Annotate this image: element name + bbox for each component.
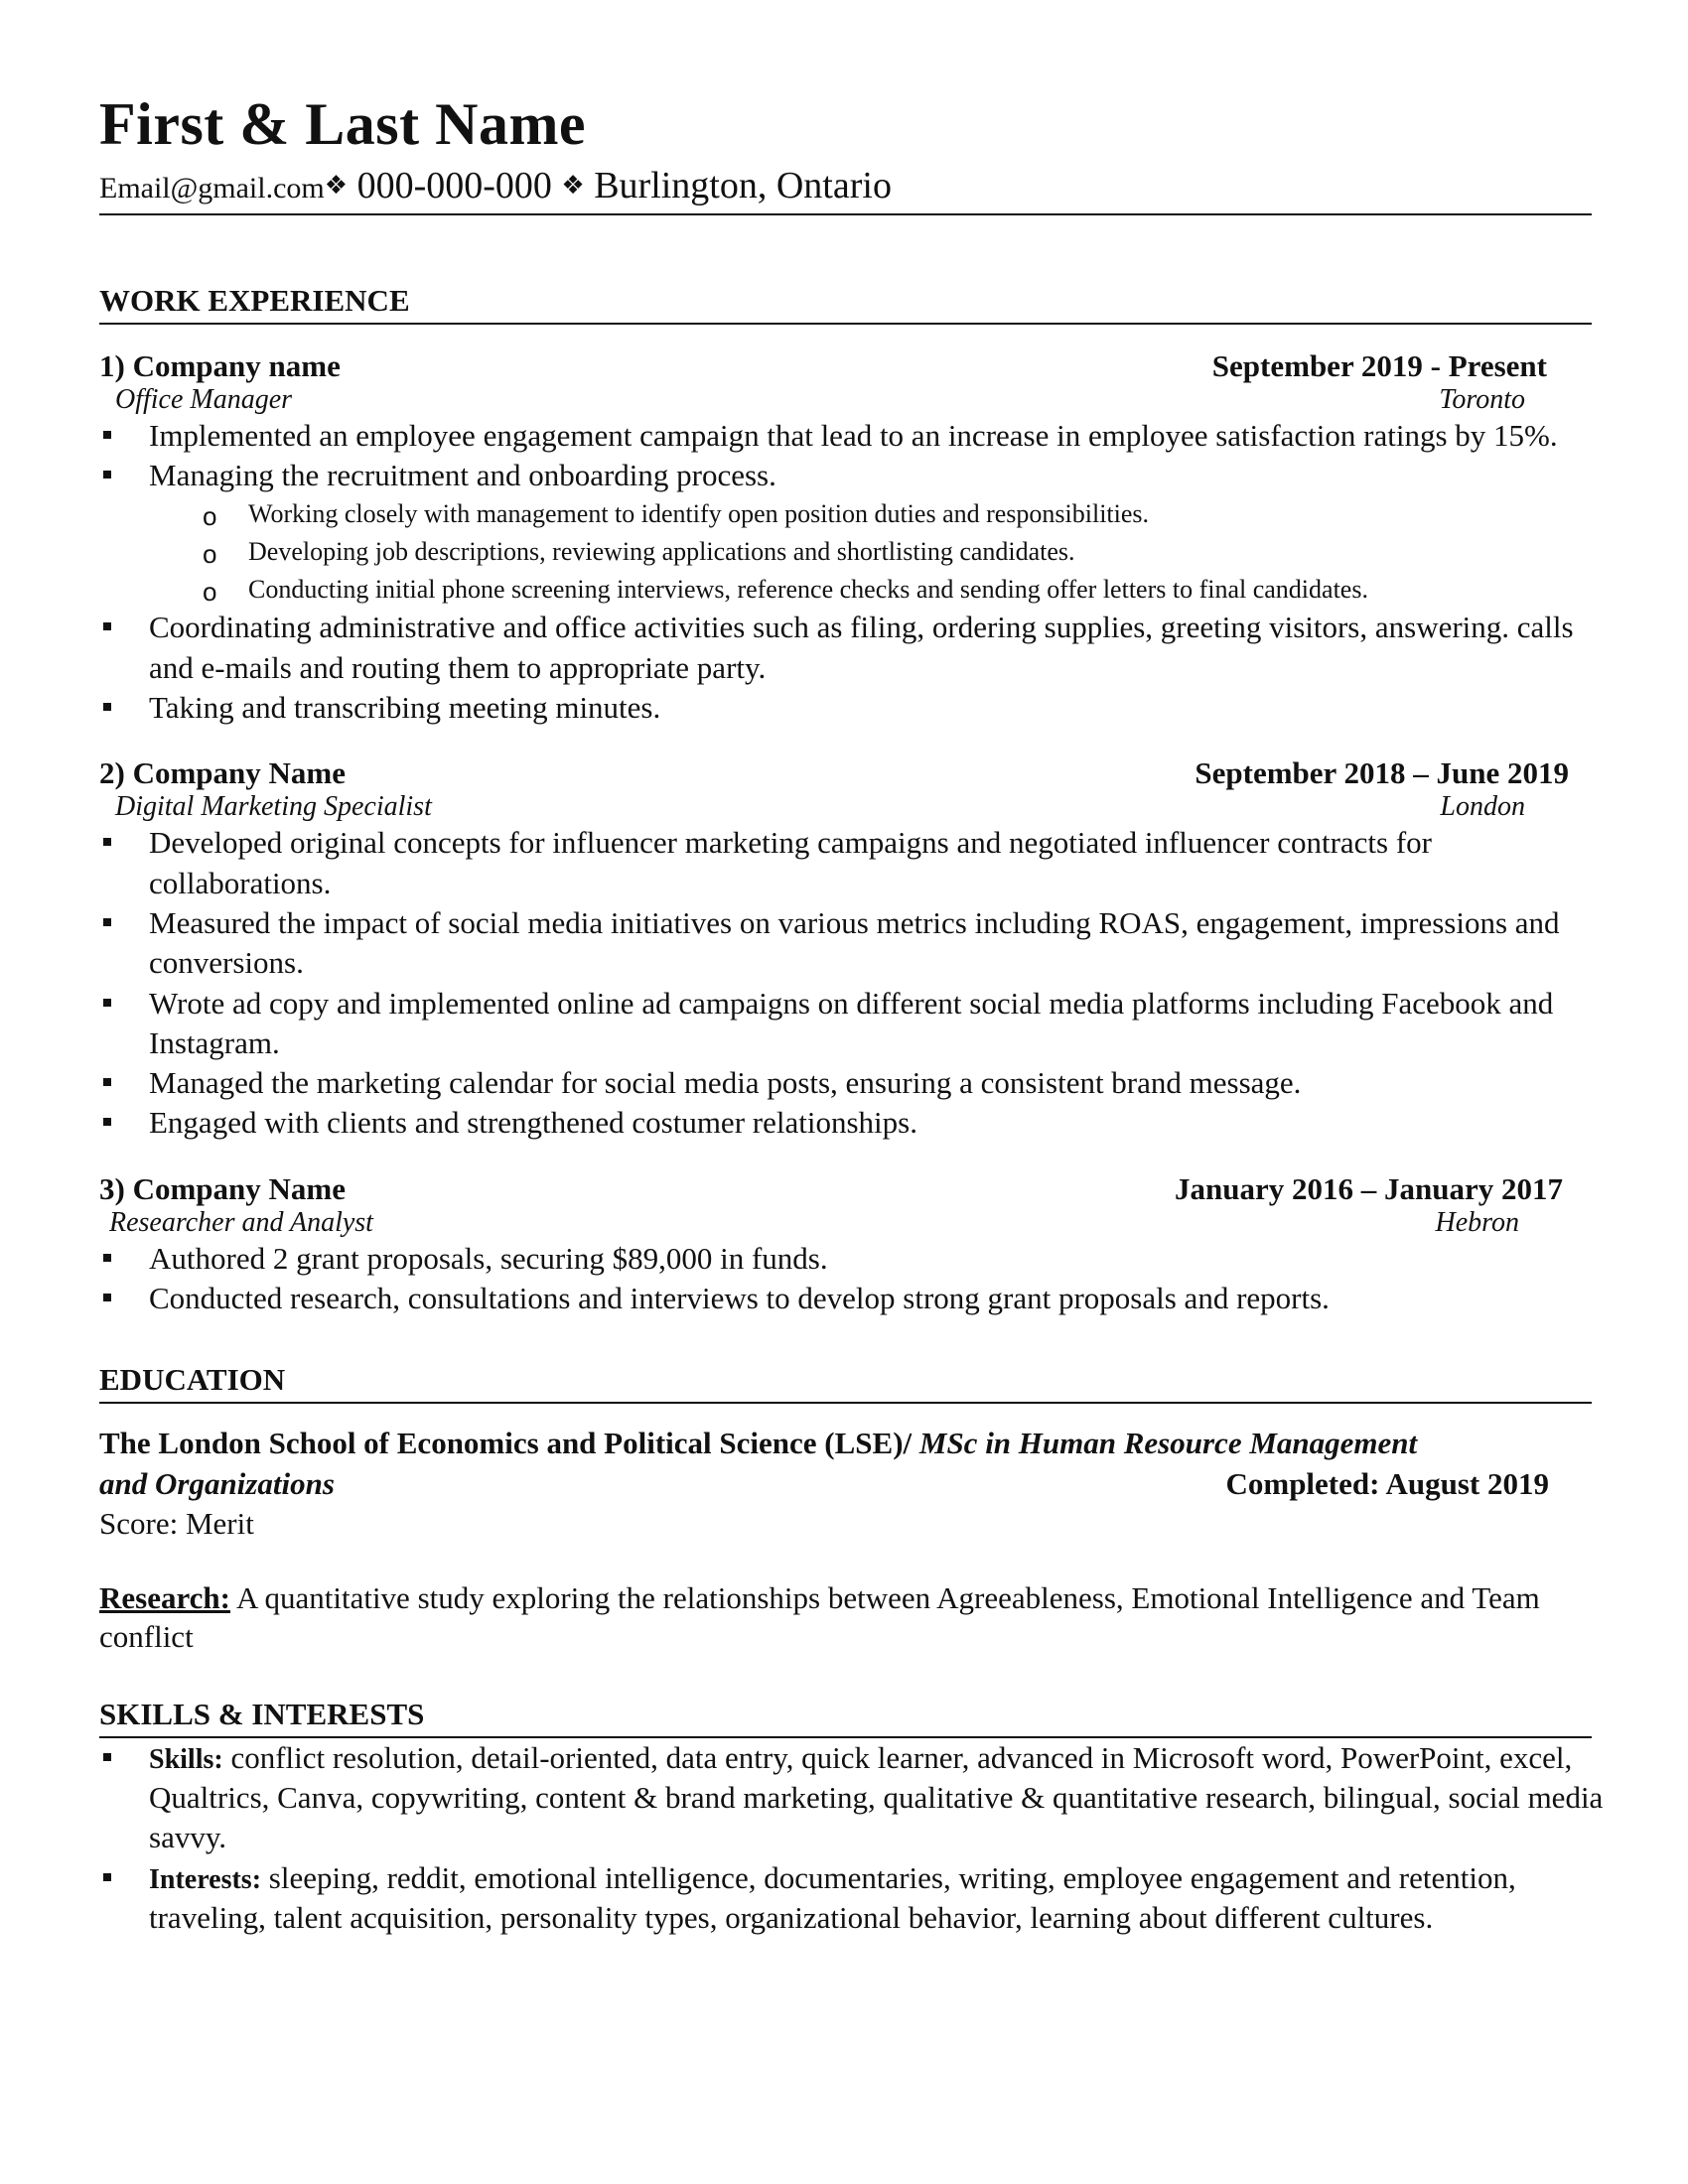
diamond-separator-icon: ❖ [324, 171, 349, 201]
education-school-line [99, 1424, 1549, 1463]
research-label: Research: [99, 1580, 230, 1616]
bullet-text: Coordinating administrative and office activities such as filing, ordering supplies, greeting visitors, answering. calls and e-mails and routing them to appropriate party. [149, 610, 1574, 685]
bullet-text: Developing job descriptions, reviewing applications and shortlisting candidates. [248, 537, 1075, 567]
bullet-text: Working closely with management to identify open position duties and responsibilities. [248, 499, 1150, 529]
square-bullet-icon [103, 431, 111, 439]
list-item [99, 571, 1589, 609]
list-item [99, 1063, 1618, 1103]
square-bullet-icon [103, 1254, 111, 1262]
job-dates: September 2019 - Present [1211, 347, 1547, 383]
diamond-separator-icon: ❖ [561, 171, 585, 201]
square-bullet-icon [103, 1753, 111, 1761]
bullet-text: Conducted research, consultations and interviews to develop strong grant proposals and reports. [149, 1281, 1330, 1316]
skills-text: conflict resolution, detail-oriented, data entry, quick learner, advanced in Microsoft word, PowerPoint, excel, Qualtrics, Canva, copywriting, content & brand marketing, qualitative & quantitative research, bilingual, social media savvy. [149, 1739, 1604, 1855]
square-bullet-icon [103, 703, 111, 711]
job-role: Researcher and Analyst [109, 1206, 373, 1238]
school-name: The London School of Economics and Political Science (LSE)/ [99, 1426, 913, 1461]
square-bullet-icon [103, 1873, 111, 1881]
list-item [99, 1279, 1618, 1318]
bullet-text: Authored 2 grant proposals, securing $89,000 in funds. [149, 1240, 828, 1276]
job-location: Hebron [1435, 1206, 1519, 1238]
square-bullet-icon [103, 622, 111, 630]
list-item [99, 533, 1589, 571]
job-bullets [99, 416, 1589, 496]
skills-list [99, 1738, 1604, 1939]
research-text: A quantitative study exploring the relationships between Agreeableness, Emotional Intelligence and Team conflict [99, 1580, 1540, 1654]
bullet-text: Engaged with clients and strengthened costumer relationships. [149, 1105, 917, 1141]
job-dates: September 2018 – June 2019 [1195, 755, 1569, 791]
list-item [99, 984, 1618, 1064]
square-bullet-icon [103, 471, 111, 478]
square-bullet-icon [103, 1294, 111, 1301]
job-dates: January 2016 – January 2017 [1175, 1170, 1563, 1206]
section-title-education: EDUCATION [99, 1362, 1592, 1404]
resume-page [99, 0, 1604, 1938]
bullet-text: Developed original concepts for influencer marketing campaigns and negotiated influencer contracts for collaborations. [149, 825, 1433, 900]
job-bullets [99, 1239, 1589, 1319]
bullet-text: Measured the impact of social media initiatives on various metrics including ROAS, engagement, impressions and conversions. [149, 904, 1560, 981]
degree-name: MSc in Human Resource Management [918, 1426, 1418, 1461]
list-item [99, 416, 1618, 456]
list-item [99, 688, 1618, 728]
interests-label: Interests: [149, 1863, 262, 1895]
job-role: Office Manager [115, 383, 293, 415]
job-subbullets [99, 495, 1589, 608]
job-bullets [99, 608, 1589, 728]
job-header [99, 1171, 1569, 1207]
bullet-text: Taking and transcribing meeting minutes. [149, 690, 661, 726]
email-address: Email@gmail.com [99, 172, 325, 205]
bullet-text: Implemented an employee engagement campaign that lead to an increase in employee satisfaction ratings by 15%. [149, 417, 1558, 453]
bullet-text: Managed the marketing calendar for social media posts, ensuring a consistent brand message. [149, 1065, 1302, 1101]
education-score: Score: Merit [99, 1505, 254, 1541]
job-subheader [115, 791, 1525, 823]
list-item [99, 456, 1618, 495]
company-name: 2) Company Name [99, 755, 346, 791]
list-item [99, 1738, 1618, 1858]
circle-bullet-icon: o [203, 576, 217, 607]
list-item [99, 903, 1618, 984]
contact-line [99, 166, 1589, 207]
job-role: Digital Marketing Specialist [115, 791, 432, 823]
circle-bullet-icon: o [203, 539, 217, 570]
section-title-work: WORK EXPERIENCE [99, 283, 1592, 325]
candidate-name: First & Last Name [99, 91, 587, 157]
list-item [99, 608, 1618, 688]
research-line [99, 1579, 1549, 1657]
section-title-skills: SKILLS & INTERESTS [99, 1697, 1592, 1738]
job-header [99, 755, 1569, 791]
company-name: 3) Company Name [99, 1170, 346, 1206]
square-bullet-icon [103, 918, 111, 926]
list-item [99, 1858, 1618, 1939]
square-bullet-icon [103, 1078, 111, 1086]
interests-text: sleeping, reddit, emotional intelligence, documentaries, writing, employee engagement and retention, traveling, talent acquisition, personality types, organizational behavior, learning about different cultures. [149, 1859, 1516, 1936]
square-bullet-icon [103, 1118, 111, 1126]
circle-bullet-icon: o [203, 501, 217, 532]
completion-date: Completed: August 2019 [1225, 1465, 1549, 1501]
job-bullets [99, 823, 1589, 1143]
job-location: London [1440, 791, 1525, 823]
bullet-text: Managing the recruitment and onboarding process. [149, 458, 776, 493]
list-item [99, 823, 1618, 903]
phone-number: 000-000-000 [356, 165, 552, 206]
job-header [99, 348, 1569, 384]
list-item [99, 495, 1589, 533]
skills-label: Skills: [149, 1743, 223, 1775]
company-name: 1) Company name [99, 347, 341, 383]
list-item [99, 1103, 1618, 1143]
degree-name-continued: and Organizations [99, 1465, 335, 1501]
header-divider [99, 213, 1592, 215]
job-location: Toronto [1439, 383, 1525, 415]
bullet-text: Conducting initial phone screening interviews, reference checks and sending offer letters to final candidates. [248, 574, 1368, 604]
bullet-text: Wrote ad copy and implemented online ad campaigns on different social media platforms including Facebook and Instagram. [149, 985, 1554, 1060]
square-bullet-icon [103, 999, 111, 1007]
list-item [99, 1239, 1618, 1279]
job-subheader [109, 1207, 1519, 1239]
square-bullet-icon [103, 838, 111, 846]
job-subheader [115, 384, 1525, 416]
location: Burlington, Ontario [594, 165, 892, 206]
education-degree-line [99, 1464, 1549, 1504]
